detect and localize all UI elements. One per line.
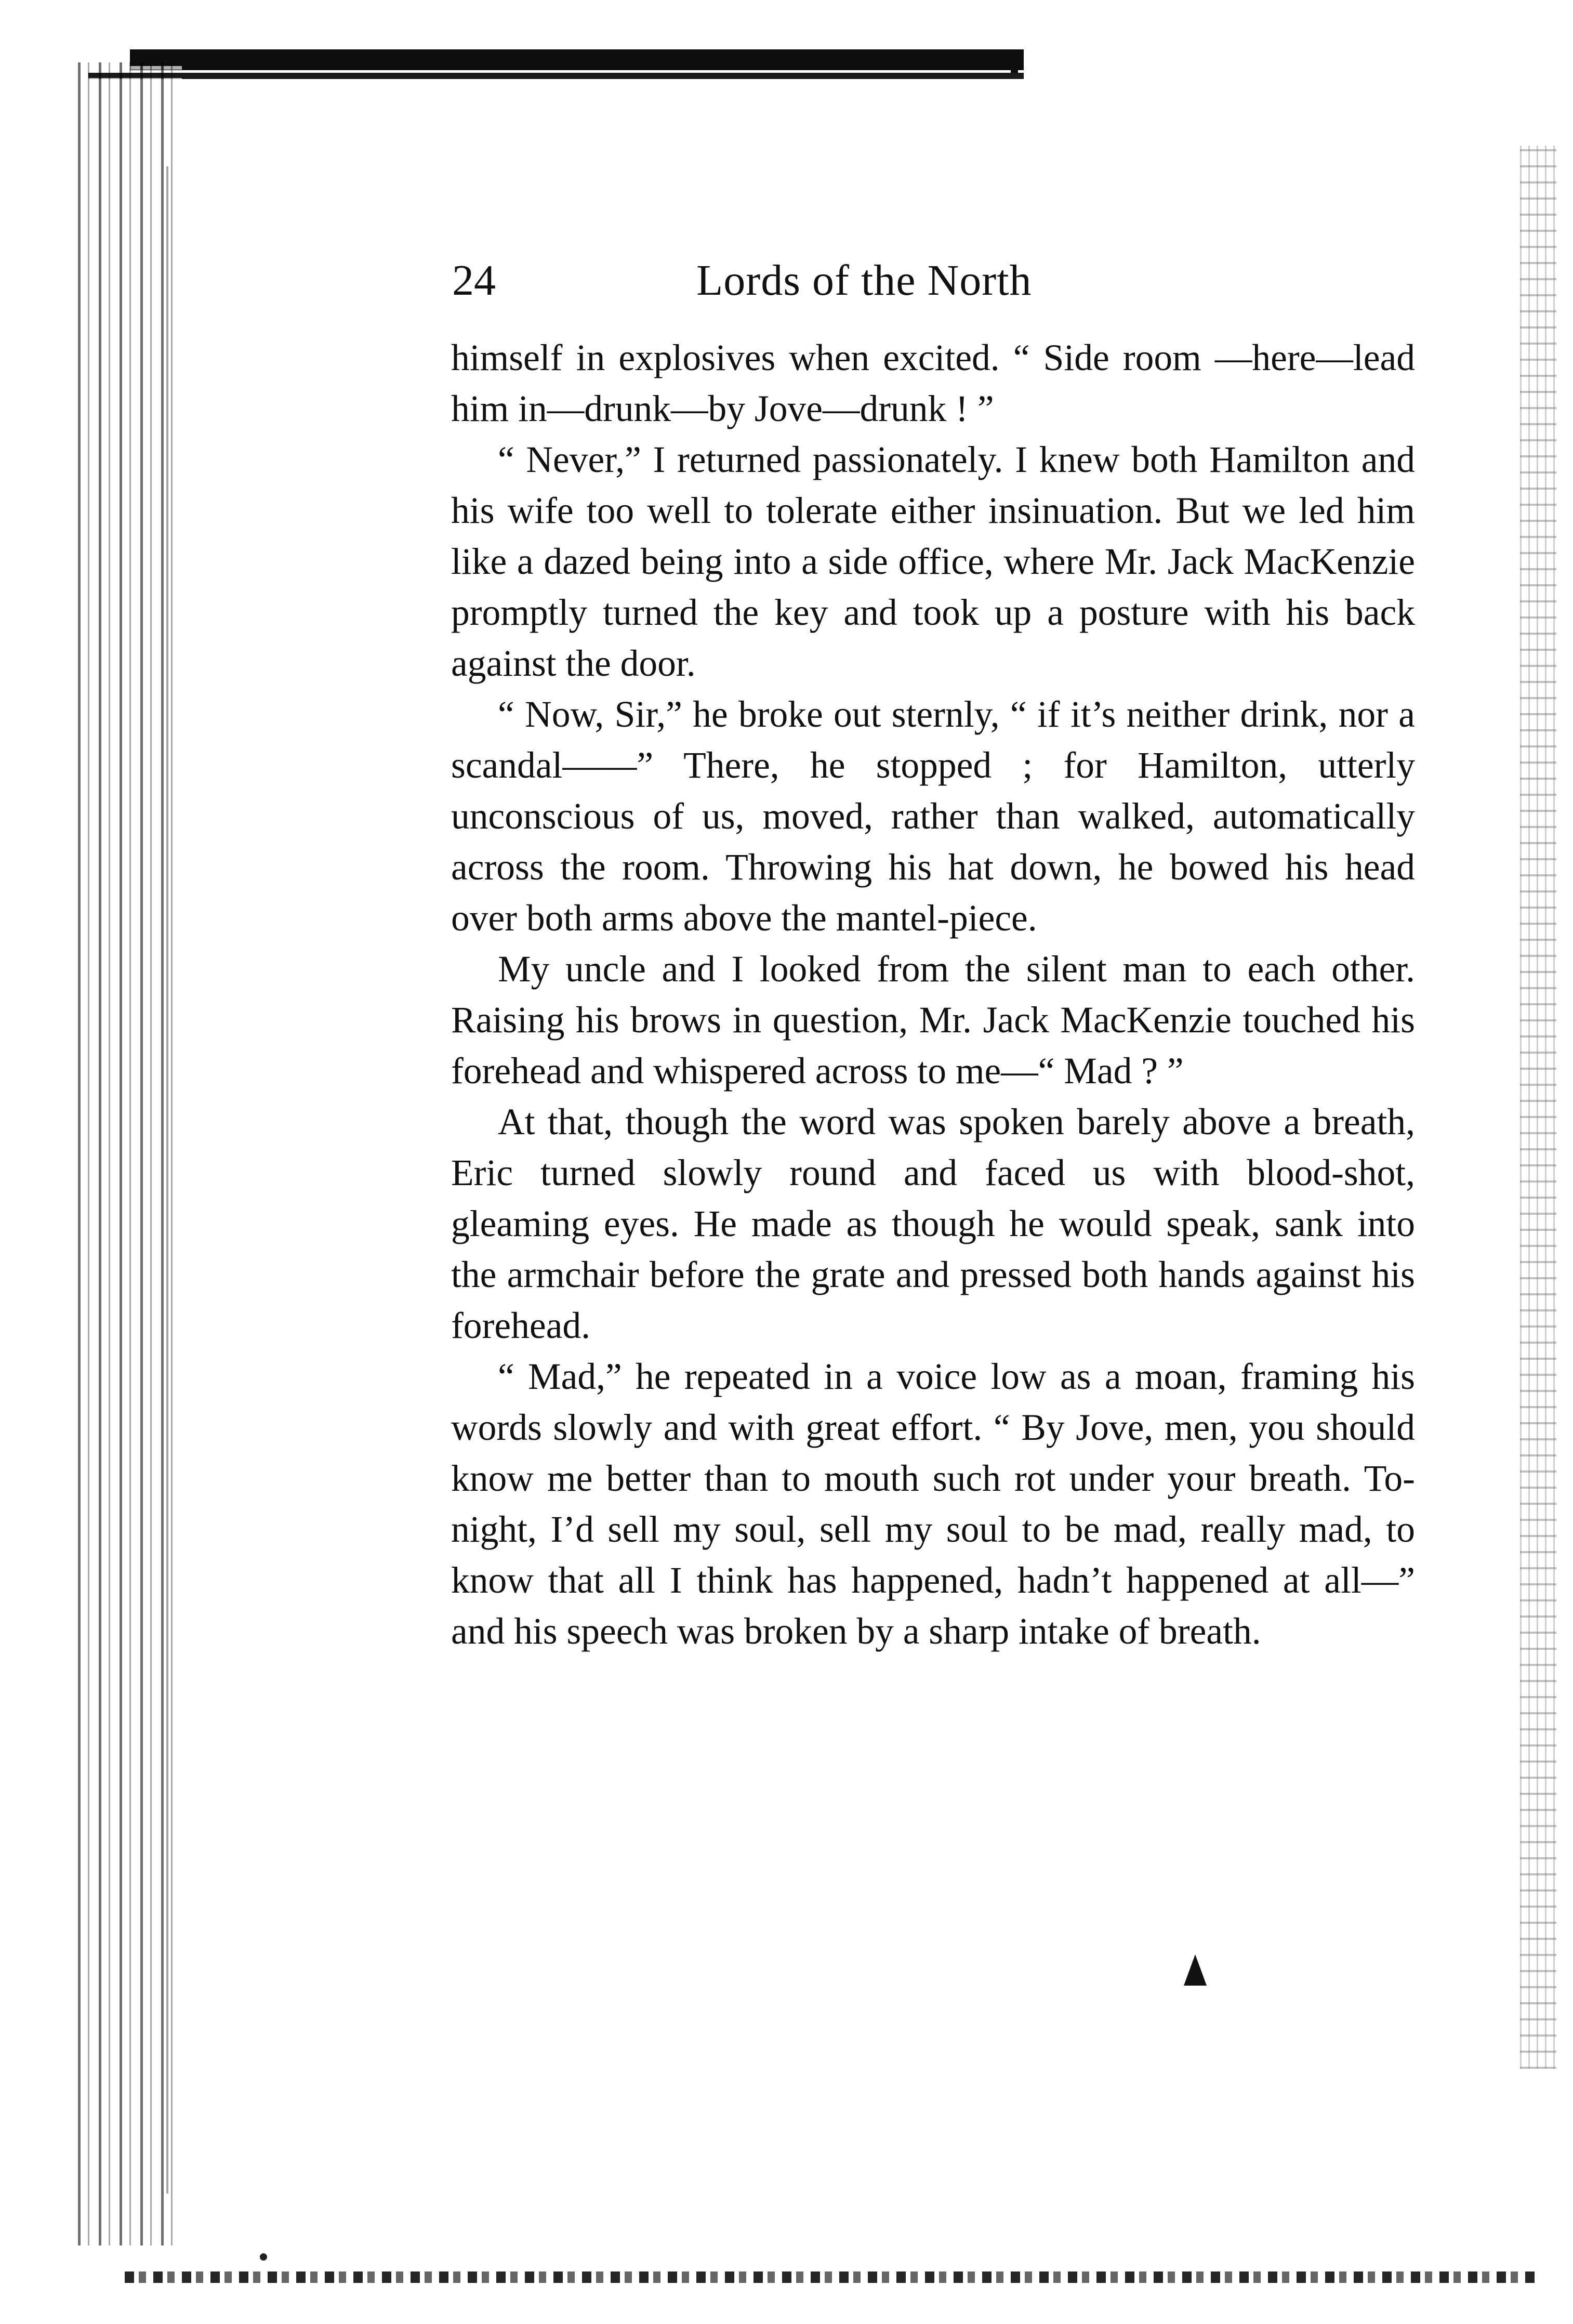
- paragraph: At that, though the word was spoken barely above a breath, Eric turned slowly round and faced us with blood-shot, gleaming eyes. He made as though he would speak, sank into the armchair before the grate and pressed both hands against his forehead.: [451, 1101, 1415, 1346]
- paragraph: “ Never,” I returned passionately. I knew both Hamilton and his wife too well to tolerate either insinuation. But we led him like a dazed being into a side office, where Mr. Jack MacKenzie promptly turned the key and took up a posture with his back against the door.: [451, 439, 1415, 684]
- running-title: Lords of the North: [696, 256, 1032, 305]
- scan-border-top-thin: [88, 73, 1024, 79]
- paragraph: “ Now, Sir,” he broke out sternly, “ if it’s neither drink, nor a scandal——” There, he stopped ; for Hamilton, utterly unconscious of us, moved, rather than walked, automatically across the room. Throwing his hat down, he bowed his head over both arms above the mantel-piece.: [451, 694, 1415, 939]
- page-number: 24: [452, 256, 496, 305]
- ink-mark: [1184, 1954, 1207, 1986]
- paragraph: himself in explosives when excited. “ Side room —here—lead him in—drunk—by Jove—drunk ! ”: [451, 337, 1415, 429]
- scan-border-right: [1520, 146, 1556, 2069]
- paragraph: “ Mad,” he repeated in a voice low as a moan, framing his words slowly and with great effort. “ By Jove, men, you should know me better than to mouth such rot under your breath. To-night, I’d sell my soul, sell my soul to be mad, really mad, to know that all I think has happened, hadn’t happened at all—” and his speech was broken by a sharp intake of breath.: [451, 1356, 1415, 1652]
- paragraph: My uncle and I looked from the silent man to each other. Raising his brows in question, Mr. Jack MacKenzie touched his forehead and whispered across to me—“ Mad ? ”: [451, 949, 1415, 1092]
- body-text: [451, 333, 1415, 1657]
- scan-margin-line: [166, 166, 168, 2194]
- scan-border-top: [130, 49, 1024, 70]
- page-header: [452, 250, 1419, 312]
- scan-speck: [260, 2253, 267, 2261]
- scan-border-bottom: [125, 2272, 1538, 2283]
- scan-mark-top: [1011, 49, 1018, 73]
